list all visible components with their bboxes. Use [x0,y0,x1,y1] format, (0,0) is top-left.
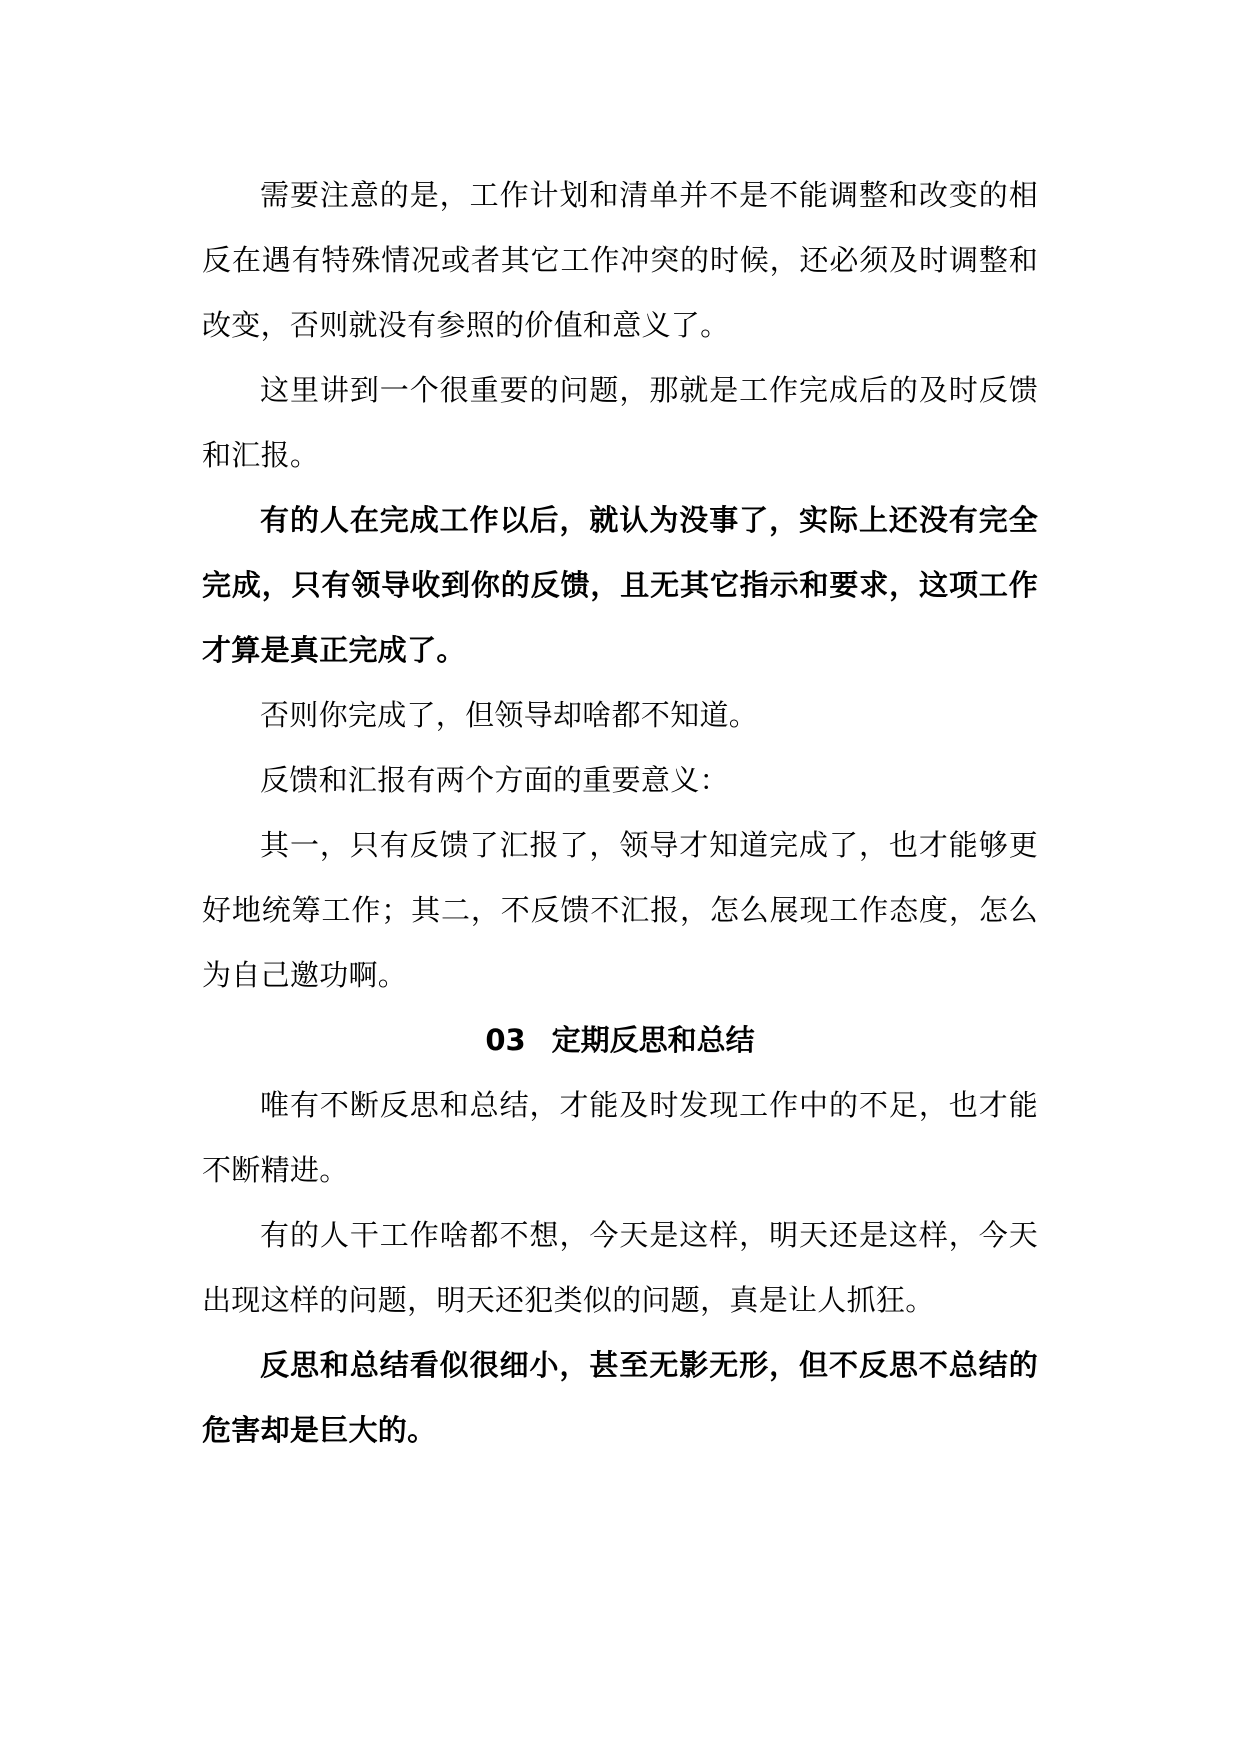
paragraph-reflection-emphasis: 反思和总结看似很细小，甚至无影无形，但不反思不总结的危害却是巨大的。 [202,1348,1038,1447]
section-heading [202,1008,1038,1073]
paragraph-leader-unaware: 否则你完成了，但领导却啥都不知道。 [260,698,759,732]
paragraph-reflection-intro: 唯有不断反思和总结，才能及时发现工作中的不足，也才能不断精进。 [202,1088,1038,1187]
section-number: 03 [485,1023,526,1057]
paragraph-plan-adjustment: 需要注意的是，工作计划和清单并不是不能调整和改变的相反在遇有特殊情况或者其它工作冲突的时候，还必须及时调整和改变，否则就没有参照的价值和意义了。 [202,178,1038,342]
paragraph-feedback-intro: 这里讲到一个很重要的问题，那就是工作完成后的及时反馈和汇报。 [202,373,1038,472]
section-title: 定期反思和总结 [551,1023,755,1057]
paragraph-two-aspects: 反馈和汇报有两个方面的重要意义： [260,763,729,797]
paragraph-reasons: 其一，只有反馈了汇报了，领导才知道完成了，也才能够更好地统筹工作；其二，不反馈不汇报，怎么展现工作态度，怎么为自己邀功啊。 [202,828,1038,992]
paragraph-repeat-mistakes: 有的人干工作啥都不想，今天是这样，明天还是这样，今天出现这样的问题，明天还犯类似的问题，真是让人抓狂。 [202,1218,1038,1317]
paragraph-completion-emphasis: 有的人在完成工作以后，就认为没事了，实际上还没有完全完成，只有领导收到你的反馈，且无其它指示和要求，这项工作才算是真正完成了。 [202,503,1038,667]
